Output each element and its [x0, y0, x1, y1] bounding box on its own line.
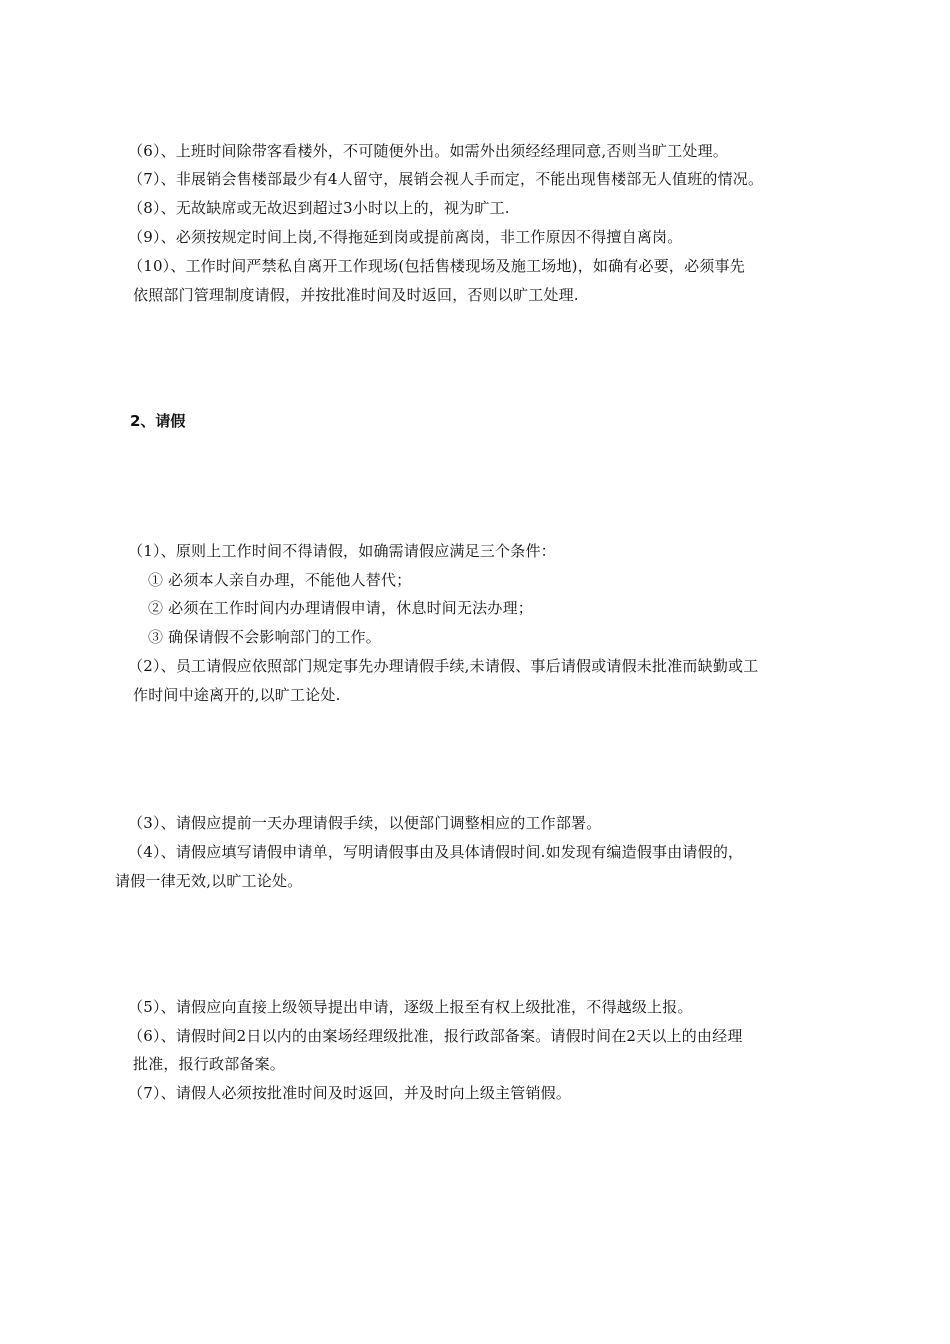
leave-item-4-line2: 请假一律无效,以旷工论处。 [115, 872, 303, 890]
rule-item-10-line1: （10）、工作时间严禁私自离开工作现场(包括售楼现场及施工场地)，如确有必要，必须事先 [128, 257, 745, 275]
leave-item-2-line2: 作时间中途离开的,以旷工论处. [133, 686, 341, 704]
leave-item-6-line1: （6）、请假时间2日以内的由案场经理级批准，报行政部备案。请假时间在2天以上的由经理 [128, 1027, 743, 1045]
rule-item-9: （9）、必须按规定时间上岗,不得拖延到岗或提前离岗，非工作原因不得擅自离岗。 [128, 228, 683, 246]
leave-condition-1: ① 必须本人亲自办理，不能他人替代； [148, 571, 412, 589]
leave-item-4-line1: （4）、请假应填写请假申请单，写明请假事由及具体请假时间.如发现有编造假事由请假的， [128, 843, 744, 861]
section-heading-leave: 2、请假 [130, 412, 186, 430]
leave-item-6-line2: 批准，报行政部备案。 [133, 1055, 286, 1073]
leave-condition-2: ② 必须在工作时间内办理请假申请，休息时间无法办理； [148, 599, 533, 617]
leave-item-2-line1: （2）、员工请假应依照部门规定事先办理请假手续,未请假、事后请假或请假未批准而缺勤或工 [128, 657, 759, 675]
leave-item-1: （1）、原则上工作时间不得请假，如确需请假应满足三个条件： [128, 542, 556, 560]
rule-item-8: （8）、无故缺席或无故迟到超过3小时以上的，视为旷工. [128, 199, 510, 217]
leave-item-7: （7）、请假人必须按批准时间及时返回，并及时向上级主管销假。 [128, 1084, 572, 1102]
leave-condition-3: ③ 确保请假不会影响部门的工作。 [148, 628, 381, 646]
rule-item-6: （6）、上班时间除带客看楼外，不可随便外出。如需外出须经经理同意,否则当旷工处理。 [128, 142, 729, 160]
rule-item-10-line2: 依照部门管理制度请假，并按批准时间及时返回，否则以旷工处理. [133, 286, 579, 304]
leave-item-5: （5）、请假应向直接上级领导提出申请，逐级上报至有权上级批准，不得越级上报。 [128, 998, 693, 1016]
rule-item-7: （7）、非展销会售楼部最少有4人留守，展销会视人手而定，不能出现售楼部无人值班的情况。 [128, 170, 764, 188]
leave-item-3: （3）、请假应提前一天办理请假手续，以便部门调整相应的工作部署。 [128, 814, 602, 832]
